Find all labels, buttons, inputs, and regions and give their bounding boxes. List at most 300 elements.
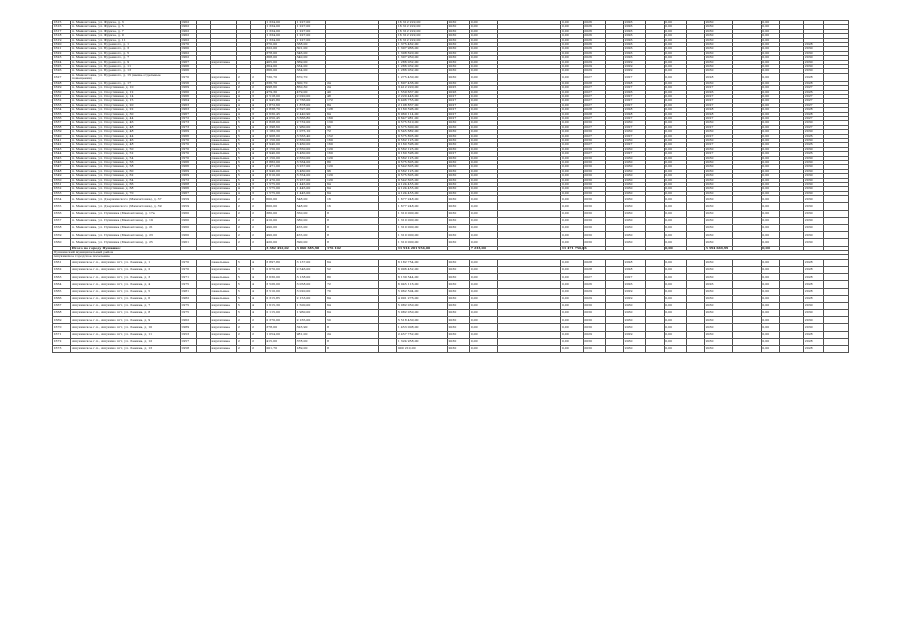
table-cell: 0,00	[470, 203, 498, 210]
table-cell: 2030	[804, 196, 824, 203]
table-cell: 2028	[583, 81, 605, 85]
table-cell	[779, 203, 803, 210]
table-cell: 2026	[624, 38, 646, 42]
table-cell	[824, 281, 849, 288]
table-cell: 5	[237, 169, 251, 173]
table-cell: кирпичные	[210, 73, 236, 81]
table-cell: 2030	[447, 346, 469, 353]
table-cell: кирпичные	[210, 346, 236, 353]
table-cell: кирпичные	[210, 338, 236, 345]
table-cell: 16 312 222,00	[397, 29, 448, 33]
table-cell: 3 470,00	[265, 178, 295, 182]
table-cell: 0,00	[664, 25, 686, 29]
table-cell: 1962	[180, 38, 196, 42]
table-cell: 4	[237, 99, 251, 103]
table-cell: 2030	[447, 169, 469, 173]
table-cell: 1956	[180, 81, 196, 85]
table-cell: 0,00	[761, 21, 779, 25]
table-cell: 6 496 755,00	[397, 99, 448, 103]
table-cell: 2027	[704, 134, 732, 138]
table-cell: 2027	[447, 116, 469, 120]
table-cell: 2030	[704, 161, 732, 165]
table-cell: 2029	[624, 295, 646, 302]
table-cell: 0,00	[761, 47, 779, 51]
table-cell	[779, 338, 803, 345]
table-cell: 96	[326, 169, 379, 173]
table-cell: 2030	[447, 21, 469, 25]
table-cell: 0,00	[761, 147, 779, 151]
table-cell: 1966	[180, 94, 196, 98]
table-cell: 2030	[624, 161, 646, 165]
table-cell: кирпичные	[210, 317, 236, 324]
table-cell: кирпичные	[210, 90, 236, 94]
table-cell	[686, 225, 704, 232]
table-cell: кирпичные	[210, 187, 236, 191]
table-cell: 0,00	[561, 65, 583, 69]
table-cell: 4	[237, 183, 251, 187]
table-cell: 2030	[447, 217, 469, 224]
table-cell: 2026	[624, 47, 646, 51]
table-cell: 2030	[804, 147, 824, 151]
table-cell: 2030	[704, 331, 732, 338]
table-cell: 2028	[804, 112, 824, 116]
table-cell	[646, 274, 664, 281]
table-cell: 3 150,00	[265, 147, 295, 151]
table-cell: 2026	[624, 43, 646, 47]
table-cell: 0,00	[761, 134, 779, 138]
section-heading: Ашукинское городское поселение	[53, 255, 849, 259]
table-cell: 2028	[804, 281, 824, 288]
row-number: 1633	[53, 103, 71, 107]
table-cell: 2030	[704, 121, 732, 125]
table-cell: 3 060 385,98	[296, 246, 326, 250]
table-cell: 2030	[447, 302, 469, 309]
table-cell: 0,00	[470, 112, 498, 116]
table-cell: 1962	[180, 34, 196, 38]
table-cell: 0,00	[561, 302, 583, 309]
table-cell: 0,00	[664, 47, 686, 51]
table-cell: 0,00	[470, 147, 498, 151]
row-number: 1626	[53, 69, 71, 73]
row-number: 1648	[53, 169, 71, 173]
table-cell	[686, 295, 704, 302]
table-cell: 2	[251, 90, 265, 94]
table-cell: 24	[326, 331, 379, 338]
row-number: 1620	[53, 43, 71, 47]
table-cell: 2026	[624, 21, 646, 25]
table-cell: 1966	[180, 134, 196, 138]
table-cell: панельные	[210, 138, 236, 142]
table-cell: кирпичные	[210, 281, 236, 288]
table-cell: 0,00	[561, 187, 583, 191]
table-cell: 0,00	[761, 138, 779, 142]
address-cell: Ашукинское г.п., Ашукино пгт, ул. Ленина, д. 10	[71, 324, 180, 331]
table-row	[53, 203, 849, 210]
table-cell: 378,00	[296, 338, 326, 345]
table-cell: 2 828,00	[265, 121, 295, 125]
table-cell	[779, 217, 803, 224]
table-cell: 1972	[180, 116, 196, 120]
table-cell: 1 445,00	[296, 191, 326, 195]
table-cell: 2030	[804, 130, 824, 134]
table-cell	[686, 288, 704, 295]
table-cell: 1 615,30	[265, 302, 295, 309]
table-cell: 0,00	[561, 310, 583, 317]
table-cell	[605, 73, 623, 81]
table-cell: 3 138,00	[296, 274, 326, 281]
table-cell: 2030	[583, 196, 605, 203]
table-cell: 2027	[704, 99, 732, 103]
table-cell: 2	[251, 225, 265, 232]
table-cell	[379, 295, 397, 302]
table-cell: 2027	[804, 125, 824, 129]
table-cell: 1963	[180, 103, 196, 107]
table-cell: панельные	[210, 147, 236, 151]
table-cell: 2030	[804, 56, 824, 60]
address-cell: п. Мамонтовка, ул. Буденного, д. 11	[71, 65, 180, 69]
table-cell	[498, 225, 561, 232]
table-cell: 2030	[704, 29, 732, 33]
table-cell: 0,00	[761, 288, 779, 295]
table-cell	[733, 331, 761, 338]
table-cell: 2	[237, 232, 251, 239]
table-cell: 0,00	[470, 225, 498, 232]
table-cell	[824, 295, 849, 302]
table-cell: 1970	[180, 266, 196, 273]
table-cell: 1959	[180, 196, 196, 203]
table-cell: 1 286 032,00	[397, 65, 448, 69]
table-cell: 1970	[180, 143, 196, 147]
table-cell	[196, 225, 210, 232]
address-cell: п. Мамонтовка, ул. Фрунзе, д. 5	[71, 25, 180, 29]
table-cell: 0,00	[761, 43, 779, 47]
table-cell: 1 334,00	[265, 21, 295, 25]
table-cell: 0,00	[761, 112, 779, 116]
table-cell: 0,00	[664, 125, 686, 129]
table-cell: 3	[251, 187, 265, 191]
table-cell: 120	[326, 147, 379, 151]
table-cell: 2029	[583, 331, 605, 338]
table-cell: 4 991 276,00	[397, 295, 448, 302]
table-row	[53, 338, 849, 345]
table-cell: 5	[237, 281, 251, 288]
table-cell: 0,00	[561, 99, 583, 103]
table-cell: 0,00	[664, 266, 686, 273]
table-cell	[498, 324, 561, 331]
table-cell	[824, 346, 849, 353]
table-cell	[379, 232, 397, 239]
table-cell: 0,00	[664, 99, 686, 103]
table-cell: 1 575,00	[265, 183, 295, 187]
table-cell: 2030	[704, 165, 732, 169]
table-cell: 0,00	[761, 108, 779, 112]
address-cell: п. Мамонтовка, ул. Пушкина (Мамонтовка), д. 21	[71, 225, 180, 232]
table-cell: 0,00	[561, 152, 583, 156]
table-cell: 64	[326, 112, 379, 116]
table-cell: 9 562 125,00	[397, 138, 448, 142]
table-cell	[605, 203, 623, 210]
table-cell	[605, 324, 623, 331]
table-cell: кирпичные	[210, 331, 236, 338]
table-cell: 1970	[180, 73, 196, 81]
table-cell: 0,00	[761, 65, 779, 69]
table-cell: 8	[326, 225, 379, 232]
table-cell	[498, 317, 561, 324]
table-cell: 2030	[447, 178, 469, 182]
table-cell: 0,00	[664, 73, 686, 81]
table-cell: 0,00	[561, 288, 583, 295]
table-cell: 2030	[583, 156, 605, 160]
table-cell	[686, 338, 704, 345]
row-number: 1652	[53, 187, 71, 191]
table-cell: 1962	[180, 317, 196, 324]
table-cell	[779, 266, 803, 273]
table-cell: 0,00	[470, 187, 498, 191]
table-cell: 9 542 605,00	[397, 165, 448, 169]
table-cell: 0,00	[761, 81, 779, 85]
table-cell	[605, 274, 623, 281]
table-cell: 1 445,00	[296, 187, 326, 191]
table-cell: 1962	[180, 56, 196, 60]
table-cell: 0,00	[664, 302, 686, 309]
table-cell: 0,00	[761, 161, 779, 165]
table-cell: 0,00	[761, 165, 779, 169]
table-cell: 548,00	[296, 203, 326, 210]
table-cell: 334,00	[296, 65, 326, 69]
table-cell: 2030	[804, 161, 824, 165]
table-cell	[605, 232, 623, 239]
table-cell	[733, 232, 761, 239]
address-cell: п. Мамонтовка, ул. Спортивная, д. 46	[71, 121, 180, 125]
table-cell: 0,00	[664, 288, 686, 295]
table-cell: 0,00	[664, 51, 686, 55]
table-cell: 2030	[583, 138, 605, 142]
table-cell	[646, 295, 664, 302]
table-cell	[824, 288, 849, 295]
table-cell: 2030	[704, 274, 732, 281]
table-cell	[605, 259, 623, 266]
table-cell: 2030	[624, 165, 646, 169]
table-cell: 3 150,00	[265, 138, 295, 142]
table-cell: 2027	[583, 103, 605, 107]
table-cell: 2030	[704, 38, 732, 42]
table-cell: 2030	[447, 203, 469, 210]
table-cell: 9 647 981,00	[397, 116, 448, 120]
table-cell: 8	[326, 217, 379, 224]
table-cell: кирпичные	[210, 232, 236, 239]
table-cell: 2030	[447, 147, 469, 151]
table-cell	[498, 281, 561, 288]
table-cell: 0,00	[470, 295, 498, 302]
table-cell: 2026	[583, 281, 605, 288]
table-cell: 2026	[624, 90, 646, 94]
table-cell: 1962	[180, 25, 196, 29]
table-cell: 2	[237, 239, 251, 246]
table-cell	[824, 239, 849, 246]
table-cell: 0,00	[761, 210, 779, 217]
table-cell: 2027	[447, 152, 469, 156]
table-cell: 3 257,00	[296, 178, 326, 182]
table-cell: 4	[251, 161, 265, 165]
table-cell	[824, 225, 849, 232]
table-cell: 0,00	[561, 90, 583, 94]
address-cell: п. Мамонтовка, ул. Спортивная, д. 64	[71, 178, 180, 182]
table-cell: 72	[326, 281, 379, 288]
row-number: 1635	[53, 112, 71, 116]
table-cell: 4 124 455,00	[397, 187, 448, 191]
table-cell: 5 082 050,00	[397, 302, 448, 309]
table-cell: 2027	[624, 152, 646, 156]
table-cell: 2028	[704, 112, 732, 116]
table-cell: 4	[251, 178, 265, 182]
table-cell: 128	[326, 108, 379, 112]
table-cell: 5	[237, 116, 251, 120]
table-cell: 2030	[447, 130, 469, 134]
table-cell: 1960	[180, 47, 196, 51]
table-cell: 2026	[804, 134, 824, 138]
table-cell: 5	[237, 259, 251, 266]
table-cell: 2027	[804, 86, 824, 90]
table-cell: 2026	[583, 43, 605, 47]
table-cell: 2030	[583, 217, 605, 224]
table-cell: 2030	[447, 338, 469, 345]
table-cell: 900 210,00	[397, 346, 448, 353]
address-cell: Ашукинское г.п., Ашукино пгт, ул. Ленина, д. 13	[71, 346, 180, 353]
table-cell	[779, 324, 803, 331]
table-cell: 3	[251, 191, 265, 195]
table-cell: 8	[326, 232, 379, 239]
table-cell: 0,00	[664, 317, 686, 324]
table-cell: 0,00	[470, 25, 498, 29]
table-cell: 0,00	[470, 210, 498, 217]
table-cell	[498, 331, 561, 338]
table-cell: 96	[326, 125, 379, 129]
table-cell: 2030	[447, 138, 469, 142]
table-cell: 0,00	[561, 295, 583, 302]
table-cell: 0,00	[561, 232, 583, 239]
table-cell: 0,00	[664, 239, 686, 246]
table-cell: 9 160 596,00	[397, 143, 448, 147]
table-row	[53, 295, 849, 302]
table-cell: 1981	[180, 288, 196, 295]
table-cell: 3 257,00	[296, 165, 326, 169]
table-cell: 2030	[704, 187, 732, 191]
table-cell: 3 471,00	[265, 165, 295, 169]
table-cell: 0,00	[761, 29, 779, 33]
table-cell: 2027	[704, 94, 732, 98]
table-cell: 2030	[447, 161, 469, 165]
table-cell: 3 382 452,02	[265, 246, 295, 250]
table-cell: 0,00	[761, 187, 779, 191]
table-cell: 2 670,00	[265, 266, 295, 273]
table-cell: 0,00	[664, 324, 686, 331]
table-cell: 2030	[704, 138, 732, 142]
table-cell: 0,00	[664, 183, 686, 187]
table-cell: 2030	[447, 134, 469, 138]
table-cell: 2027	[447, 103, 469, 107]
table-cell: 2028	[804, 43, 824, 47]
address-cell: п. Мамонтовка, ул. Спортивная, д. 46	[71, 138, 180, 142]
table-cell: 2030	[583, 121, 605, 125]
table-cell: 2030	[804, 191, 824, 195]
table-cell: 2028	[804, 259, 824, 266]
table-cell: 0,00	[664, 346, 686, 353]
table-cell: 2 766,00	[296, 99, 326, 103]
table-cell: 0,00	[664, 138, 686, 142]
address-cell: п. Мамонтовка, ул. Фрунзе, д. 9	[71, 34, 180, 38]
table-cell: 2030	[447, 65, 469, 69]
section-heading: Пушкинский муниципальный район	[53, 250, 849, 254]
table-cell	[605, 346, 623, 353]
table-cell: 370,00	[265, 43, 295, 47]
table-cell: 0,00	[664, 34, 686, 38]
table-cell: 1953	[180, 331, 196, 338]
table-cell: 2	[237, 90, 251, 94]
table-cell: 2	[237, 338, 251, 345]
table-cell: 0,00	[664, 232, 686, 239]
table-cell	[779, 232, 803, 239]
table-cell	[498, 196, 561, 203]
address-cell: п. Мамонтовка, ул. Спортивная, д. 48	[71, 125, 180, 129]
table-cell: 2 108 837,00	[397, 103, 448, 107]
table-cell: 1 697 436,00	[397, 81, 448, 85]
table-cell: 2030	[447, 43, 469, 47]
table-cell	[779, 295, 803, 302]
row-number: 1659	[53, 232, 71, 239]
table-cell: 0,00	[470, 108, 498, 112]
table-cell: 2030	[447, 165, 469, 169]
table-cell: 0,00	[470, 239, 498, 246]
table-cell: 0,00	[761, 317, 779, 324]
table-cell: 0,00	[664, 281, 686, 288]
table-cell: 2028	[704, 73, 732, 81]
table-cell	[646, 310, 664, 317]
table-cell: 0,00	[761, 60, 779, 64]
table-cell	[196, 232, 210, 239]
table-cell: 0,00	[470, 217, 498, 224]
table-cell: 2030	[583, 161, 605, 165]
table-cell: 2030	[704, 225, 732, 232]
table-row	[53, 324, 849, 331]
address-cell: п. Мамонтовка, ул. Спортивная, д. 58	[71, 165, 180, 169]
table-cell: 2030	[704, 43, 732, 47]
table-cell: 1 677 248,00	[397, 203, 448, 210]
table-cell: 2	[237, 203, 251, 210]
table-cell: 2030	[704, 266, 732, 273]
table-cell	[686, 317, 704, 324]
row-number: 1658	[53, 225, 71, 232]
table-cell	[686, 331, 704, 338]
table-cell: 8	[326, 346, 379, 353]
table-cell: 1 307 950,00	[397, 56, 448, 60]
table-cell: 2 650,00	[296, 156, 326, 160]
table-cell: 9 575 610,00	[397, 121, 448, 125]
address-cell: п. Мамонтовка, ул. Фрунзе, д. 3	[71, 21, 180, 25]
table-cell: 2030	[624, 138, 646, 142]
table-row	[53, 217, 849, 224]
table-cell: 2030	[447, 25, 469, 29]
table-cell: 0,00	[561, 81, 583, 85]
table-cell: 3 526,00	[265, 281, 295, 288]
table-cell: 2030	[624, 121, 646, 125]
table-cell: 2027	[624, 143, 646, 147]
table-cell	[379, 324, 397, 331]
table-cell: 0,00	[761, 274, 779, 281]
table-cell: 2030	[804, 121, 824, 125]
table-cell: 2030	[624, 196, 646, 203]
table-cell	[686, 281, 704, 288]
table-cell: 0,00	[470, 130, 498, 134]
